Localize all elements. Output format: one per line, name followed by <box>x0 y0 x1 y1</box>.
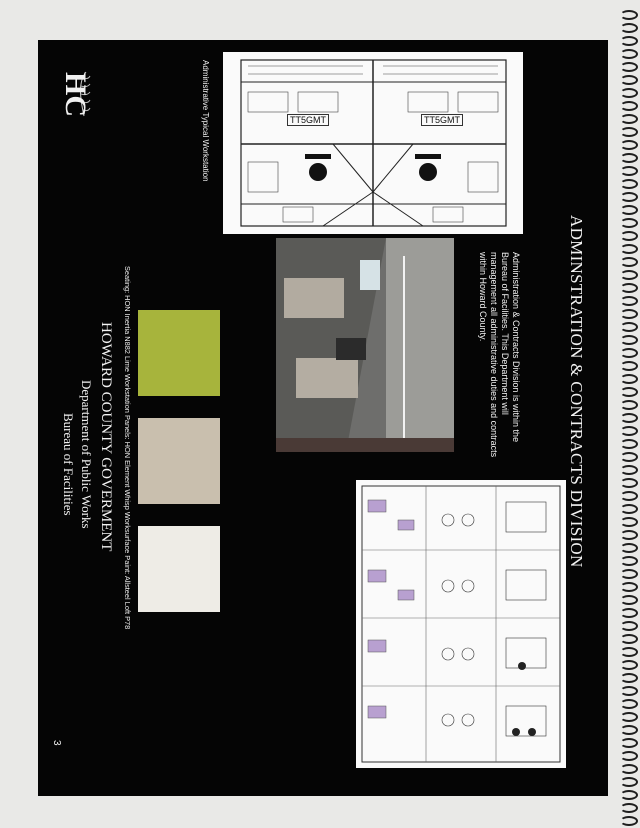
office-interior-image <box>276 238 454 452</box>
binding-ring <box>620 621 638 631</box>
binding-ring <box>620 517 638 527</box>
binding-ring <box>620 426 638 436</box>
typical-workstation-plan <box>223 52 523 234</box>
binding-ring <box>620 36 638 46</box>
binding-ring <box>620 244 638 254</box>
finishes-caption: Seating: HON Inertia N882 Lime Workstation Panels: HON Element Whisp Worksurface Paint: Allsteel Loft P78 <box>123 266 132 630</box>
binding-ring <box>620 725 638 735</box>
binding-ring <box>620 504 638 514</box>
binding-ring <box>620 283 638 293</box>
binding-ring <box>620 764 638 774</box>
description-line: within Howard County. <box>478 252 488 342</box>
binding-ring <box>620 75 638 85</box>
binding-ring <box>620 192 638 202</box>
binding-ring <box>620 296 638 306</box>
floor-plan-drawing <box>356 480 566 768</box>
binding-ring <box>620 179 638 189</box>
binding-ring <box>620 816 638 826</box>
document-page <box>38 40 608 796</box>
description-line: Administration & Contracts Division is within the <box>511 252 521 443</box>
binding-ring <box>620 166 638 176</box>
binding-ring <box>620 257 638 267</box>
binding-ring <box>620 452 638 462</box>
binding-ring <box>620 595 638 605</box>
swatch-lime <box>138 310 220 396</box>
division-description <box>477 252 521 492</box>
binding-ring <box>620 361 638 371</box>
binding-ring <box>620 790 638 800</box>
binding-ring <box>620 231 638 241</box>
binding-ring <box>620 608 638 618</box>
binding-ring <box>620 556 638 566</box>
binding-ring <box>620 348 638 358</box>
binding-ring <box>620 803 638 813</box>
county-logo <box>58 64 96 128</box>
binding-ring <box>620 218 638 228</box>
office-photo <box>276 238 454 452</box>
binding-ring <box>620 270 638 280</box>
binding-ring <box>620 647 638 657</box>
binding-ring <box>620 660 638 670</box>
swatch-whisp <box>138 418 220 504</box>
bureau-name: Bureau of Facilities <box>61 413 76 516</box>
description-line: management all administrative duties and contracts <box>489 252 499 458</box>
binding-ring <box>620 140 638 150</box>
plan-label-right: TT5GMT <box>421 114 463 126</box>
binding-ring <box>620 205 638 215</box>
binding-ring <box>620 491 638 501</box>
binding-ring <box>620 465 638 475</box>
binding-ring <box>620 114 638 124</box>
binding-ring <box>620 673 638 683</box>
binding-ring <box>620 751 638 761</box>
binding-ring <box>620 712 638 722</box>
binding-ring <box>620 49 638 59</box>
logo-text: HC <box>59 72 92 117</box>
binding-ring <box>620 686 638 696</box>
binding-ring <box>620 569 638 579</box>
swatch-loft <box>138 526 220 612</box>
division-floor-plan <box>356 480 566 768</box>
page-title: ADMINSTRATION & CONTRACTS DIVISION <box>567 215 586 568</box>
description-line: Bureau of Facilities. This Department will <box>500 252 510 415</box>
binding-ring <box>620 23 638 33</box>
binding-ring <box>620 582 638 592</box>
binding-ring <box>620 634 638 644</box>
binding-ring <box>620 530 638 540</box>
binding-ring <box>620 374 638 384</box>
binding-ring <box>620 10 638 20</box>
binding-ring <box>620 335 638 345</box>
workstation-caption: Administrative Typical Workstation <box>201 60 210 182</box>
binding-ring <box>620 127 638 137</box>
page-number: 3 <box>51 740 62 746</box>
plan-label-left: TT5GMT <box>287 114 329 126</box>
binding-ring <box>620 738 638 748</box>
binding-ring <box>620 478 638 488</box>
binding-ring <box>620 309 638 319</box>
workstation-plan-drawing <box>223 52 523 234</box>
spiral-binding <box>616 0 640 828</box>
binding-ring <box>620 543 638 553</box>
binding-ring <box>620 153 638 163</box>
binding-ring <box>620 413 638 423</box>
binding-ring <box>620 400 638 410</box>
binding-ring <box>620 777 638 787</box>
binding-ring <box>620 322 638 332</box>
binding-ring <box>620 88 638 98</box>
binding-ring <box>620 101 638 111</box>
department-name: Department of Public Works <box>79 380 94 529</box>
binding-ring <box>620 439 638 449</box>
org-name: HOWARD COUNTY GOVERMENT <box>98 322 114 552</box>
binding-ring <box>620 699 638 709</box>
binding-ring <box>620 62 638 72</box>
binding-ring <box>620 387 638 397</box>
